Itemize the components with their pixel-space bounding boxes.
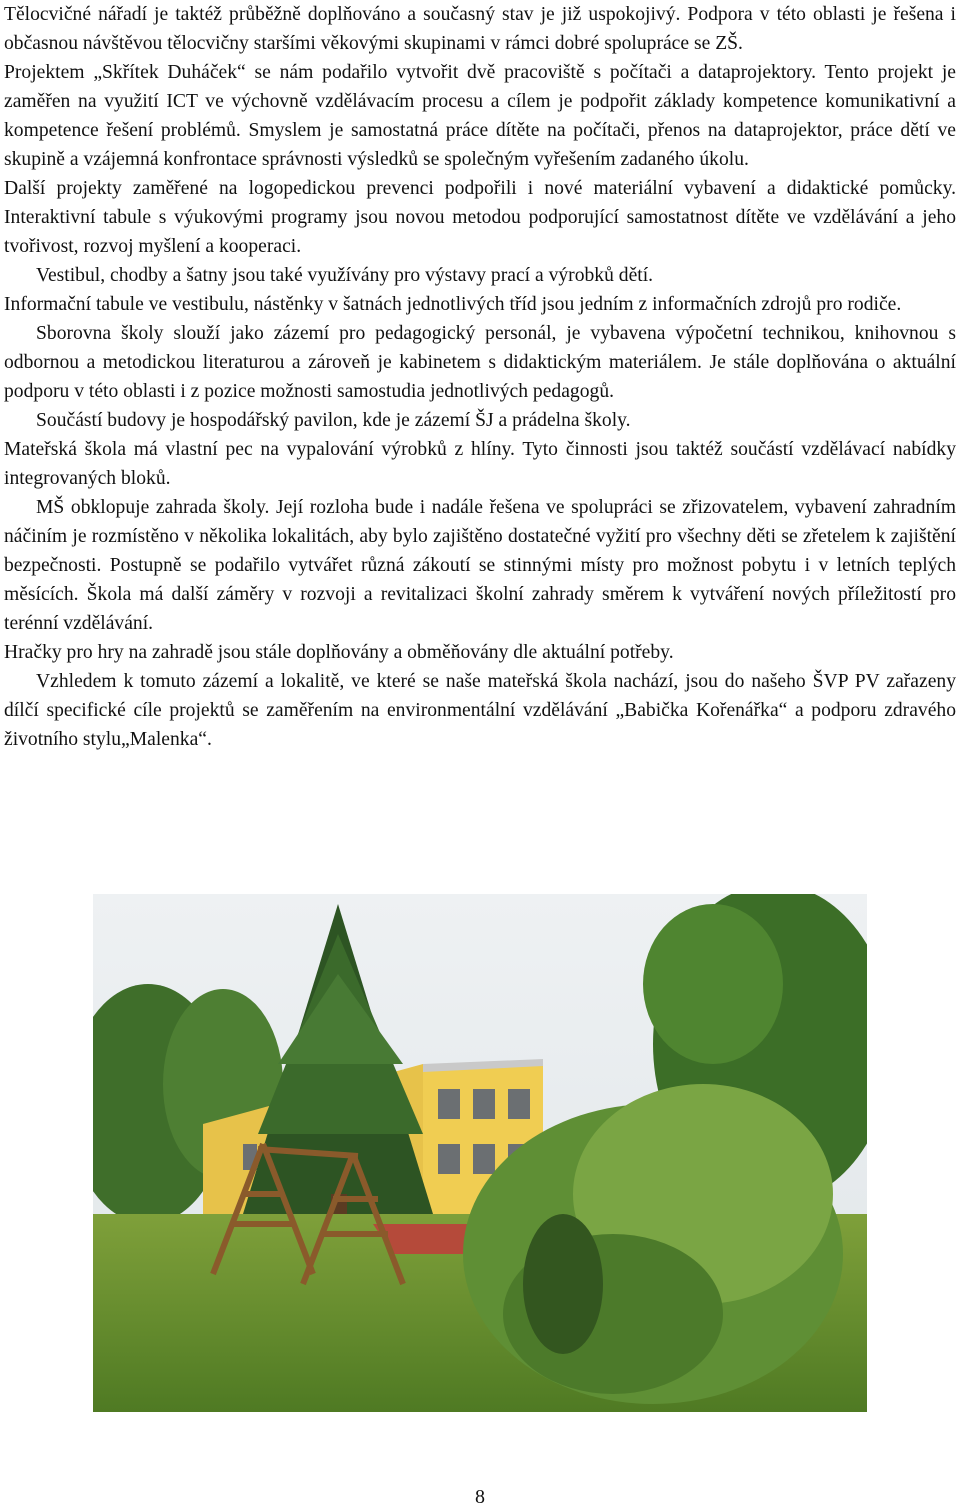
paragraph-kiln: Mateřská škola má vlastní pec na vypalování výrobků z hlíny. Tyto činnosti jsou taktéž součástí vzdělávací nabídky integrovaných bloků.	[4, 439, 956, 489]
paragraph-service-pavilion: Součástí budovy je hospodářský pavilon, kde je zázemí ŠJ a prádelna školy.	[36, 410, 631, 431]
paragraph-vestibule: Vestibul, chodby a šatny jsou také využívány pro výstavy prací a výrobků dětí.	[36, 265, 654, 286]
paragraph-gym-equipment: Tělocvičné nářadí je taktéž průběžně doplňováno a současný stav je již uspokojivý. Podpora v této oblasti je řešena i občasnou návštěvou tělocvičny staršími věkovými skupinami v rámci dobré spolupráce se ZŠ.	[4, 4, 956, 54]
paragraph-svp-projects: Vzhledem k tomuto zázemí a lokalitě, ve které se naše mateřská škola nachází, jsou do našeho ŠVP PV zařazeny dílčí specifické cíle projektů se zaměřením na environmentální vzdělávání „Babička Kořenářka“ a podporu zdravého životního stylu„Malenka“.	[4, 671, 956, 750]
paragraph-logopedic-projects: Další projekty zaměřené na logopedickou prevenci podpořili i nové materiální vybavení a didaktické pomůcky. Interaktivní tabule s výukovými programy jsou novou metodou podporující samostatnost dítěte ve vzdělávání a jeho tvořivost, rozvoj myšlení a kooperaci.	[4, 178, 956, 257]
page-number: 8	[475, 1486, 485, 1508]
paragraph-staffroom: Sborovna školy slouží jako zázemí pro pedagogický personál, je vybavena výpočetní technikou, knihovnou s odbornou a metodickou literaturou a zároveň je kabinetem s didaktickým materiálem. Je stále doplňována o aktuální podporu v této oblasti i z pozice možnosti samostudia jednotlivých pedagogů.	[4, 323, 956, 402]
paragraph-info-boards: Informační tabule ve vestibulu, nástěnky v šatnách jednotlivých tříd jsou jedním z informačních zdrojů pro rodiče.	[4, 294, 902, 315]
paragraph-garden-toys: Hračky pro hry na zahradě jsou stále doplňovány a obměňovány dle aktuální potřeby.	[4, 642, 674, 663]
paragraph-garden: MŠ obklopuje zahrada školy. Její rozloha bude i nadále řešena ve spolupráci se zřizovatelem, vybavení zahradním náčiním je rozmístěno v několika lokalitách, aby bylo zajištěno dostatečné vyžití pro všechny děti se zřetelem k zajištění bezpečnosti. Postupně se podařilo vytvářet různá zákoutí se stinnými místy pro možnost pobytu i v letních teplých měsících. Škola má další záměry v rozvoji a revitalizaci školní zahrady směrem k vytváření nových příležitostí pro terénní vzdělávání.	[4, 497, 956, 634]
paragraph-project-skritek: Projektem „Skřítek Duháček“ se nám podařilo vytvořit dvě pracoviště s počítači a dataprojektory. Tento projekt je zaměřen na využití ICT ve výchovně vzdělávacím procesu a cílem je podpořit základy kompetence komunikativní a kompetence řešení problémů. Smyslem je samostatná práce dítěte na počítači, přenos na dataprojektor, práce dětí ve skupině a vzájemná konfrontace správnosti výsledků se společným vyřešením zadaného úkolu.	[4, 62, 956, 170]
document-body	[4, 0, 956, 754]
garden-playground-photo	[93, 894, 867, 1412]
